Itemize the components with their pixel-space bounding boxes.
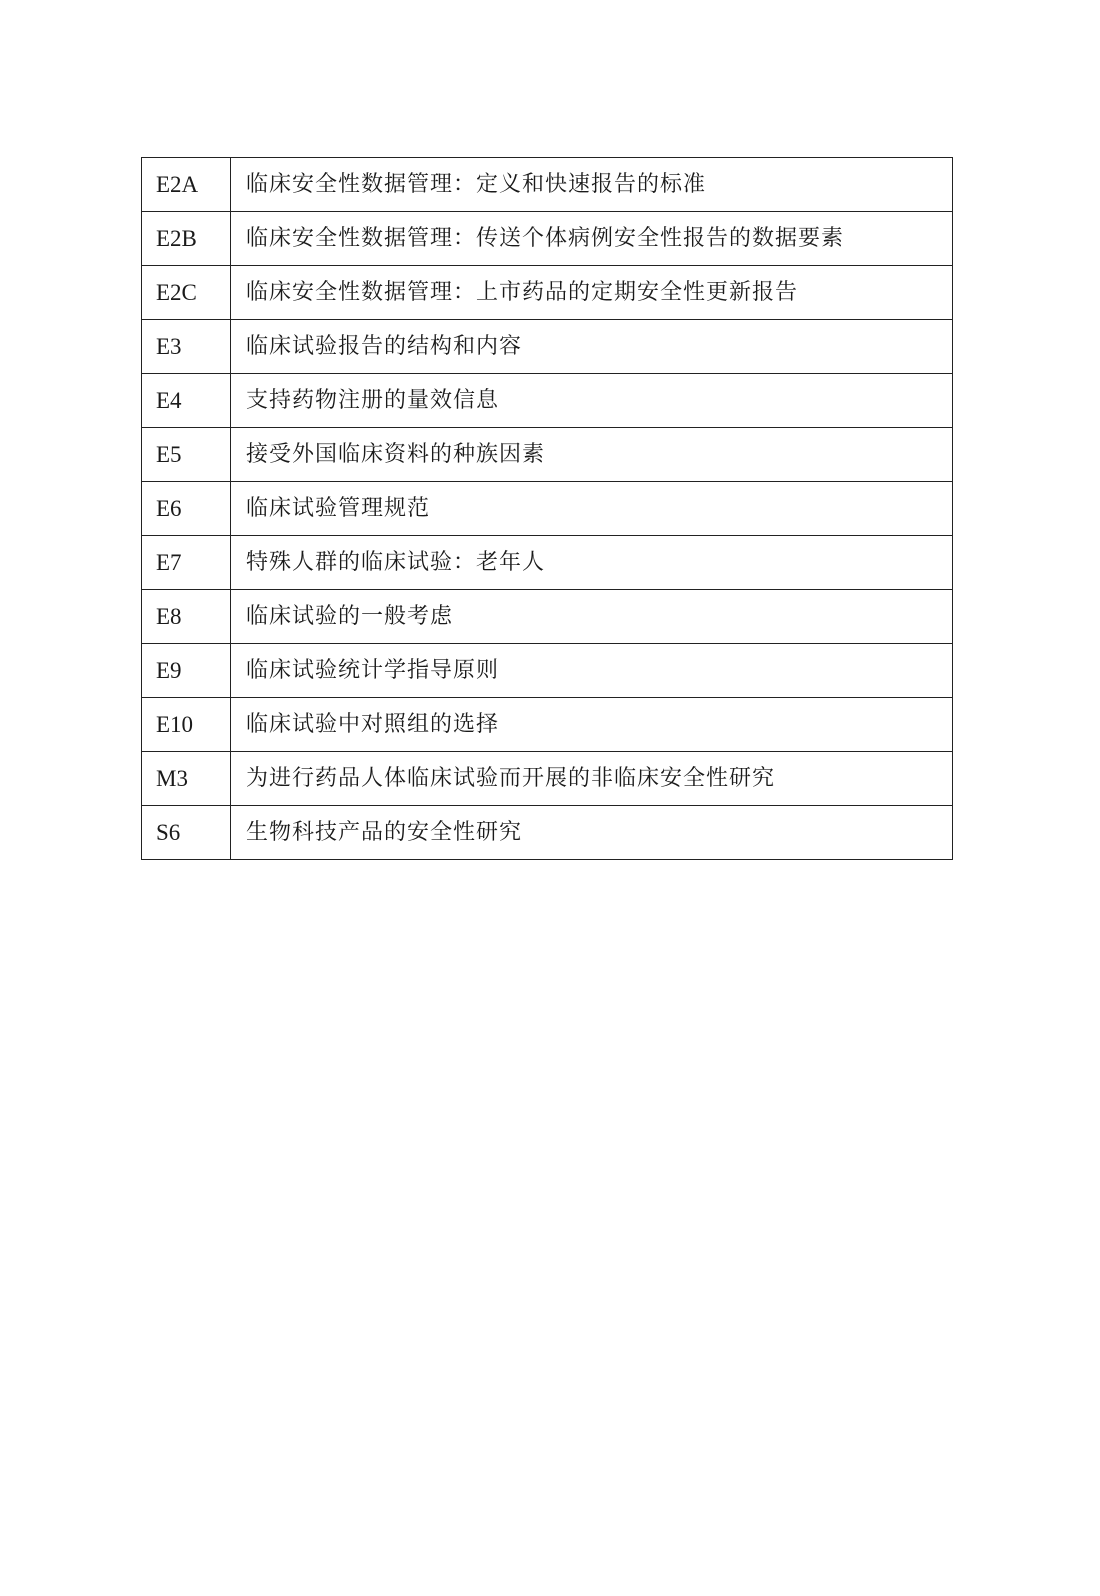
guideline-title: 临床试验的一般考虑 xyxy=(231,590,953,644)
guideline-title: 生物科技产品的安全性研究 xyxy=(231,806,953,860)
guideline-title: 临床试验报告的结构和内容 xyxy=(231,320,953,374)
guideline-code: M3 xyxy=(142,752,231,806)
guideline-code: E2A xyxy=(142,158,231,212)
table-row xyxy=(142,374,953,428)
guideline-table xyxy=(141,157,953,860)
guideline-title: 支持药物注册的量效信息 xyxy=(231,374,953,428)
guideline-title: 临床安全性数据管理：传送个体病例安全性报告的数据要素 xyxy=(231,212,953,266)
table-row xyxy=(142,536,953,590)
guideline-title: 接受外国临床资料的种族因素 xyxy=(231,428,953,482)
guideline-code: E4 xyxy=(142,374,231,428)
guideline-code: E6 xyxy=(142,482,231,536)
guideline-code: E8 xyxy=(142,590,231,644)
guideline-title: 临床安全性数据管理：定义和快速报告的标准 xyxy=(231,158,953,212)
guideline-code: E10 xyxy=(142,698,231,752)
table-row xyxy=(142,482,953,536)
table-row xyxy=(142,806,953,860)
guideline-code: E2B xyxy=(142,212,231,266)
guideline-title: 临床试验管理规范 xyxy=(231,482,953,536)
table-row xyxy=(142,212,953,266)
guideline-title: 临床试验中对照组的选择 xyxy=(231,698,953,752)
table-row xyxy=(142,320,953,374)
table-row xyxy=(142,752,953,806)
guideline-code: E5 xyxy=(142,428,231,482)
guideline-title: 为进行药品人体临床试验而开展的非临床安全性研究 xyxy=(231,752,953,806)
table-row xyxy=(142,158,953,212)
table-row xyxy=(142,266,953,320)
guideline-code: E2C xyxy=(142,266,231,320)
guideline-title: 临床试验统计学指导原则 xyxy=(231,644,953,698)
guideline-code: E7 xyxy=(142,536,231,590)
guideline-title: 临床安全性数据管理：上市药品的定期安全性更新报告 xyxy=(231,266,953,320)
table-row xyxy=(142,644,953,698)
guideline-code: E9 xyxy=(142,644,231,698)
guideline-code: S6 xyxy=(142,806,231,860)
table-row xyxy=(142,428,953,482)
guideline-title: 特殊人群的临床试验：老年人 xyxy=(231,536,953,590)
guideline-code: E3 xyxy=(142,320,231,374)
table-row xyxy=(142,698,953,752)
table-row xyxy=(142,590,953,644)
